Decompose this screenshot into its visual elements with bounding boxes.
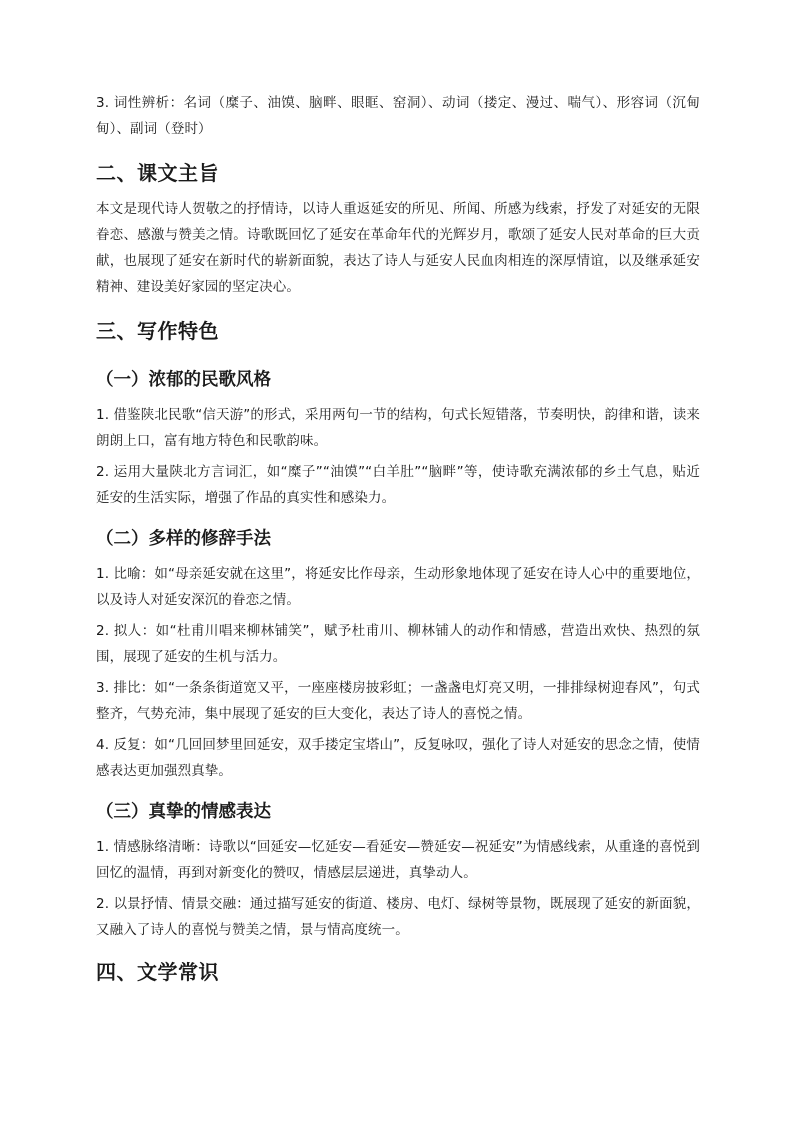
subheading-folk-song-style: （一）浓郁的民歌风格 <box>96 370 271 390</box>
rhetoric-item-personification: 2. 拟人：如“杜甫川唱来柳林铺笑”，赋予杜甫川、柳林铺人的动作和情感，营造出欢快、热烈的氛围，展现了延安的生机与活力。 <box>96 623 700 665</box>
theme-paragraph: 本文是现代诗人贺敬之的抒情诗，以诗人重返延安的所见、所闻、所感为线索，抒发了对延安的无限眷恋、感激与赞美之情。诗歌既回忆了延安在革命年代的光辉岁月，歌颂了延安人民对革命的巨大贡献，也展现了延安在新时代的崭新面貌，表达了诗人与延安人民血肉相连的深厚情谊，以及继承延安精神、建设美好家园的坚定决心。 <box>96 201 700 295</box>
part-of-speech-paragraph: 3. 词性辨析：名词（糜子、油馍、脑畔、眼眶、窑洞）、动词（搂定、漫过、喘气）、形容词（沉甸甸）、副词（登时） <box>96 95 700 137</box>
emotion-item-2: 2. 以景抒情、情景交融：通过描写延安的街道、楼房、电灯、绿树等景物，既展现了延安的新面貌，又融入了诗人的喜悦与赞美之情，景与情高度统一。 <box>96 896 700 938</box>
section-heading-literary-knowledge: 四、文学常识 <box>96 960 219 984</box>
rhetoric-item-repetition: 4. 反复：如“几回回梦里回延安，双手搂定宝塔山”，反复咏叹，强化了诗人对延安的思念之情，使情感表达更加强烈真挚。 <box>96 737 700 779</box>
rhetoric-item-parallelism: 3. 排比：如“一条条街道宽又平，一座座楼房披彩虹；一盏盏电灯亮又明，一排排绿树迎春风”，句式整齐，气势充沛，集中展现了延安的巨大变化，表达了诗人的喜悦之情。 <box>96 680 700 722</box>
section-heading-theme: 二、课文主旨 <box>96 161 219 185</box>
folk-style-item-2: 2. 运用大量陕北方言词汇，如“糜子”“油馍”“白羊肚”“脑畔”等，使诗歌充满浓郁的乡土气息，贴近延安的生活实际，增强了作品的真实性和感染力。 <box>96 464 700 506</box>
section-heading-writing-features: 三、写作特色 <box>96 319 219 343</box>
emotion-item-1: 1. 情感脉络清晰：诗歌以“回延安—忆延安—看延安—赞延安—祝延安”为情感线索，从重逢的喜悦到回忆的温情，再到对新变化的赞叹，情感层层递进，真挚动人。 <box>96 839 700 881</box>
rhetoric-item-metaphor: 1. 比喻：如“母亲延安就在这里”，将延安比作母亲，生动形象地体现了延安在诗人心中的重要地位，以及诗人对延安深沉的眷恋之情。 <box>96 566 700 608</box>
subheading-rhetoric: （二）多样的修辞手法 <box>96 529 271 549</box>
folk-style-item-1: 1. 借鉴陕北民歌“信天游”的形式，采用两句一节的结构，句式长短错落，节奏明快，韵律和谐，读来朗朗上口，富有地方特色和民歌韵味。 <box>96 407 700 449</box>
subheading-emotion: （三）真挚的情感表达 <box>96 802 271 822</box>
document-page <box>96 90 700 987</box>
